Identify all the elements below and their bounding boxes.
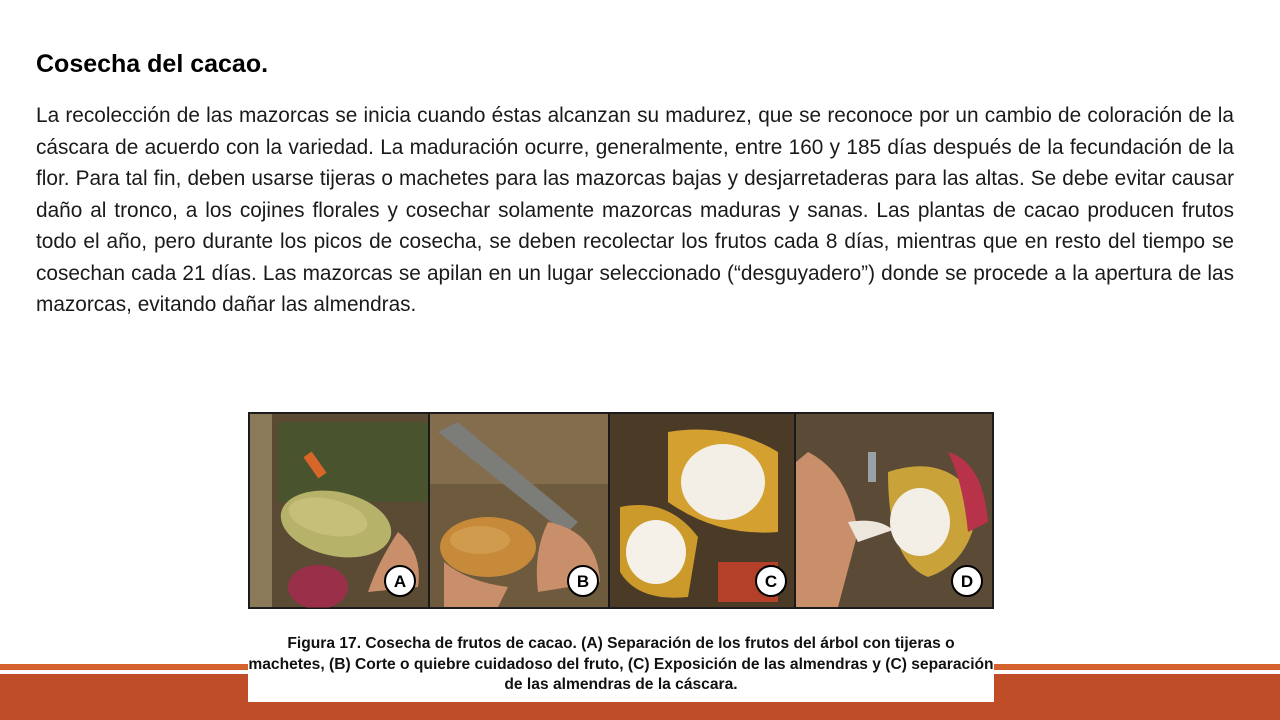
slide-title: Cosecha del cacao.: [36, 50, 269, 78]
panel-label-b: B: [576, 572, 590, 591]
label-b-circle: [568, 566, 598, 596]
caption-text: Cosecha de frutos de cacao. (A) Separación de los frutos del árbol con tijeras o machetes, (B) Corte o quiebre cuidadoso del fruto, (C) Exposición de las almendras y (C) separación de las almendras de la cáscara.: [248, 635, 994, 693]
figure-17: [248, 412, 994, 702]
caption-lead: Figura 17.: [287, 635, 362, 652]
photo-strip: [248, 412, 994, 609]
figure-caption: [248, 634, 994, 696]
panel-label-d: D: [960, 572, 974, 591]
label-a-circle: [385, 566, 415, 596]
body-paragraph: La recolección de las mazorcas se inicia cuando éstas alcanzan su madurez, que se reconoce por un cambio de coloración de la cáscara de acuerdo con la variedad. La maduración ocurre, generalmente, entre 160 y 185 días después de la fecundación de la flor. Para tal fin, deben usarse tijeras o machetes para las mazorcas bajas y desjarretaderas para las altas. Se debe evitar causar daño al tronco, a los cojines florales y cosechar solamente mazorcas maduras y sanas. Las plantas de cacao producen frutos todo el año, pero durante los picos de cosecha, se deben recolectar los frutos cada 8 días, mientras que en resto del tiempo se cosechan cada 21 días. Las mazorcas se apilan en un lugar seleccionado (“desguyadero”) donde se procede a la apertura de las mazorcas, evitando dañar las almendras.: [36, 104, 1234, 316]
label-c-circle: [756, 566, 786, 596]
panel-label-a: A: [393, 572, 407, 591]
panel-label-c: C: [764, 572, 778, 591]
label-d-circle: [952, 566, 982, 596]
